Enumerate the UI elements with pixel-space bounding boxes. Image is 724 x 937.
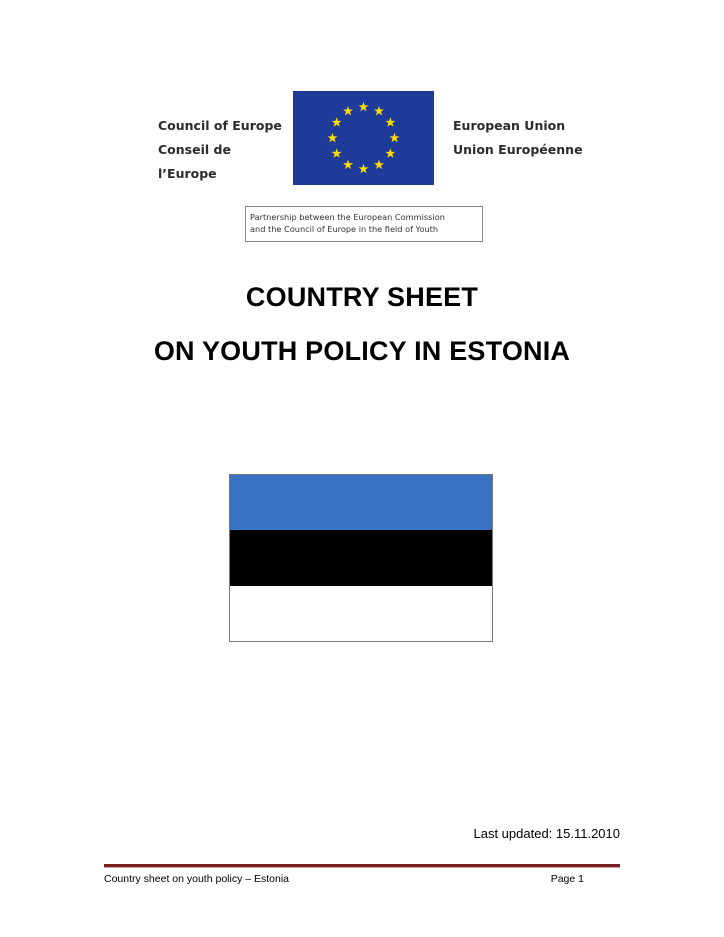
footer-document-title: Country sheet on youth policy – Estonia <box>104 873 290 885</box>
eu-star-icon <box>374 160 384 169</box>
eu-stars-icon <box>293 91 434 185</box>
flag-stripe-blue <box>230 475 492 530</box>
estonia-flag <box>229 474 493 642</box>
footer-page-number: Page 1 <box>550 873 584 885</box>
partnership-line-2: and the Council of Europe in the field of Youth <box>250 224 439 234</box>
eu-star-icon <box>343 160 353 169</box>
eu-star-icon <box>332 117 342 126</box>
eu-star-icon <box>359 164 369 173</box>
flag-stripe-black <box>230 530 492 585</box>
footer-divider-shadow <box>104 867 620 868</box>
eu-star-icon <box>390 133 400 142</box>
eu-star-icon <box>385 117 395 126</box>
flag-stripe-white <box>230 586 492 641</box>
last-updated-date: Last updated: 15.11.2010 <box>473 826 620 841</box>
page-title-line-2: ON YOUTH POLICY IN ESTONIA <box>153 336 571 366</box>
eu-name-fr: Union Européenne <box>453 142 583 157</box>
eu-star-icon <box>385 148 395 157</box>
eu-flag-icon <box>293 91 434 185</box>
eu-name-en: European Union <box>453 118 566 133</box>
eu-star-icon <box>359 102 369 111</box>
partnership-line-1: Partnership between the European Commission <box>250 212 445 222</box>
partner-logos-header <box>0 0 724 200</box>
partnership-box <box>245 206 483 242</box>
council-of-europe-logo <box>158 114 288 186</box>
eu-star-icon <box>328 133 338 142</box>
coe-name-en: Council of Europe <box>158 118 282 133</box>
european-union-logo <box>453 114 613 162</box>
page-title-line-1: COUNTRY SHEET <box>245 282 479 312</box>
coe-name-fr: Conseil de l’Europe <box>158 142 231 181</box>
eu-star-icon <box>374 106 384 115</box>
eu-star-icon <box>332 148 342 157</box>
eu-star-icon <box>343 106 353 115</box>
